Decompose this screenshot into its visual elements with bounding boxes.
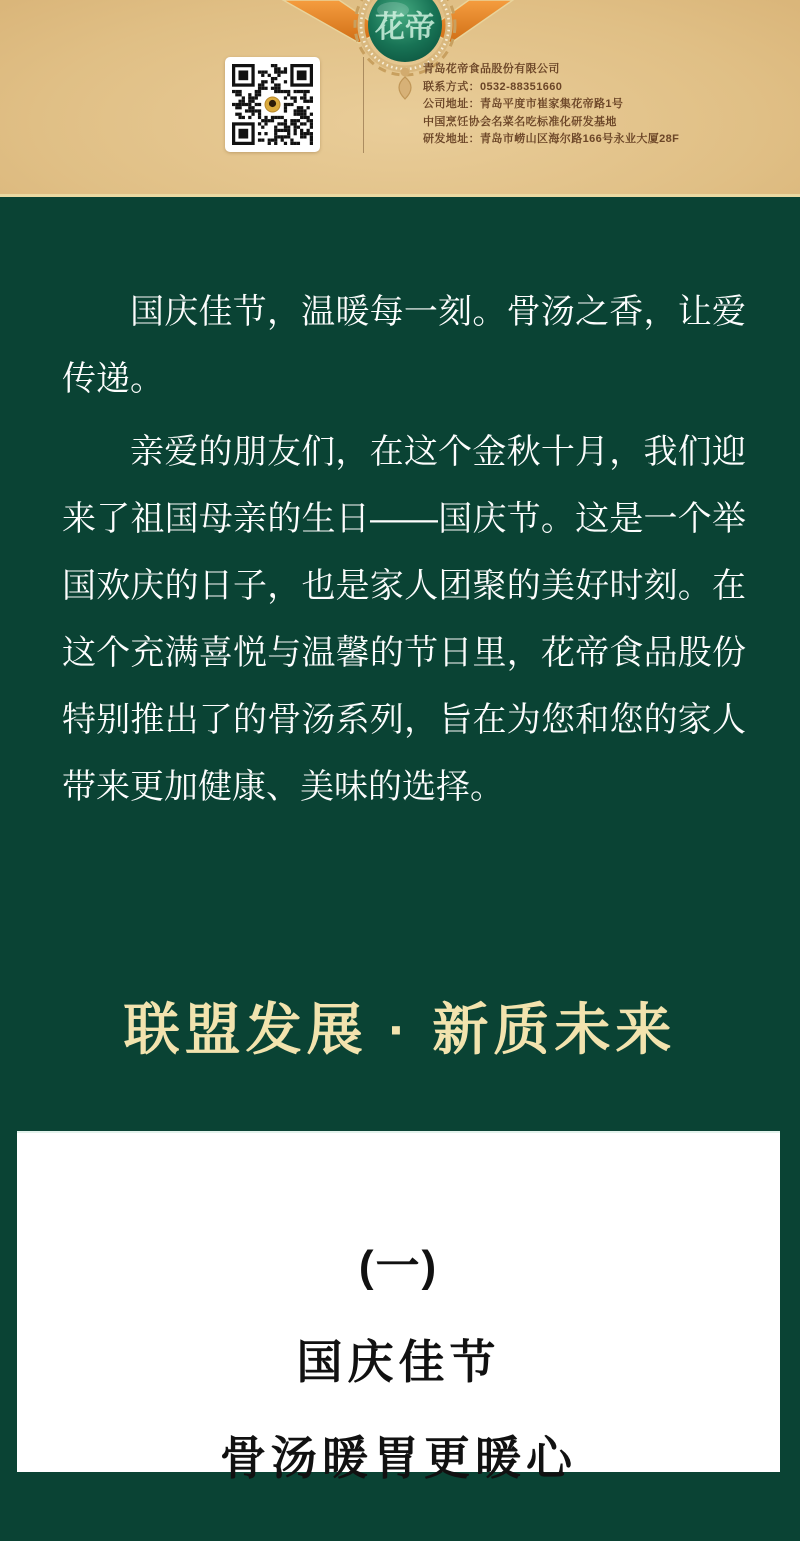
medallion-brand-text: 花帝 xyxy=(375,11,435,44)
company-info-line: 青岛花帝食品股份有限公司 xyxy=(423,63,560,75)
article-paragraph: 亲爱的朋友们，在这个金秋十月，我们迎来了祖国母亲的生日——国庆节。这是一个举国欢庆的日子，也是家人团聚的美好时刻。在这个充满喜悦与温馨的节日里，花帝食品股份特别推出了的骨汤系列，旨在为您和您的家人带来更加健康、美味的选择。 xyxy=(62,433,746,806)
company-info-line: 公司地址：青岛平度市崔家集花帝路1号 xyxy=(423,98,624,110)
company-info-line: 研发地址：青岛市崂山区海尔路166号永业大厦28F xyxy=(423,133,680,145)
chapter-subtitle: 骨汤暖胃更暖心 xyxy=(220,1432,577,1484)
chapter-index: (一) xyxy=(358,1242,439,1291)
company-info-line: 联系方式：0532-88351660 xyxy=(423,80,563,93)
contact-divider xyxy=(363,57,364,153)
slogan-banner-title: 联盟发展 · 新质未来 xyxy=(123,998,677,1061)
article-section xyxy=(0,197,800,1484)
chapter-card xyxy=(17,1131,780,1484)
article-paragraph: 国庆佳节，温暖每一刻。骨汤之香，让爱传递。 xyxy=(62,293,746,398)
chapter-title: 国庆佳节 xyxy=(296,1336,501,1388)
company-info-line: 中国烹饪协会名菜名吃标准化研发基地 xyxy=(423,115,617,128)
hero-section xyxy=(0,0,800,197)
qr-code-icon xyxy=(232,64,313,145)
article-body xyxy=(0,197,800,821)
company-info xyxy=(423,61,679,149)
qr-code xyxy=(225,57,320,152)
